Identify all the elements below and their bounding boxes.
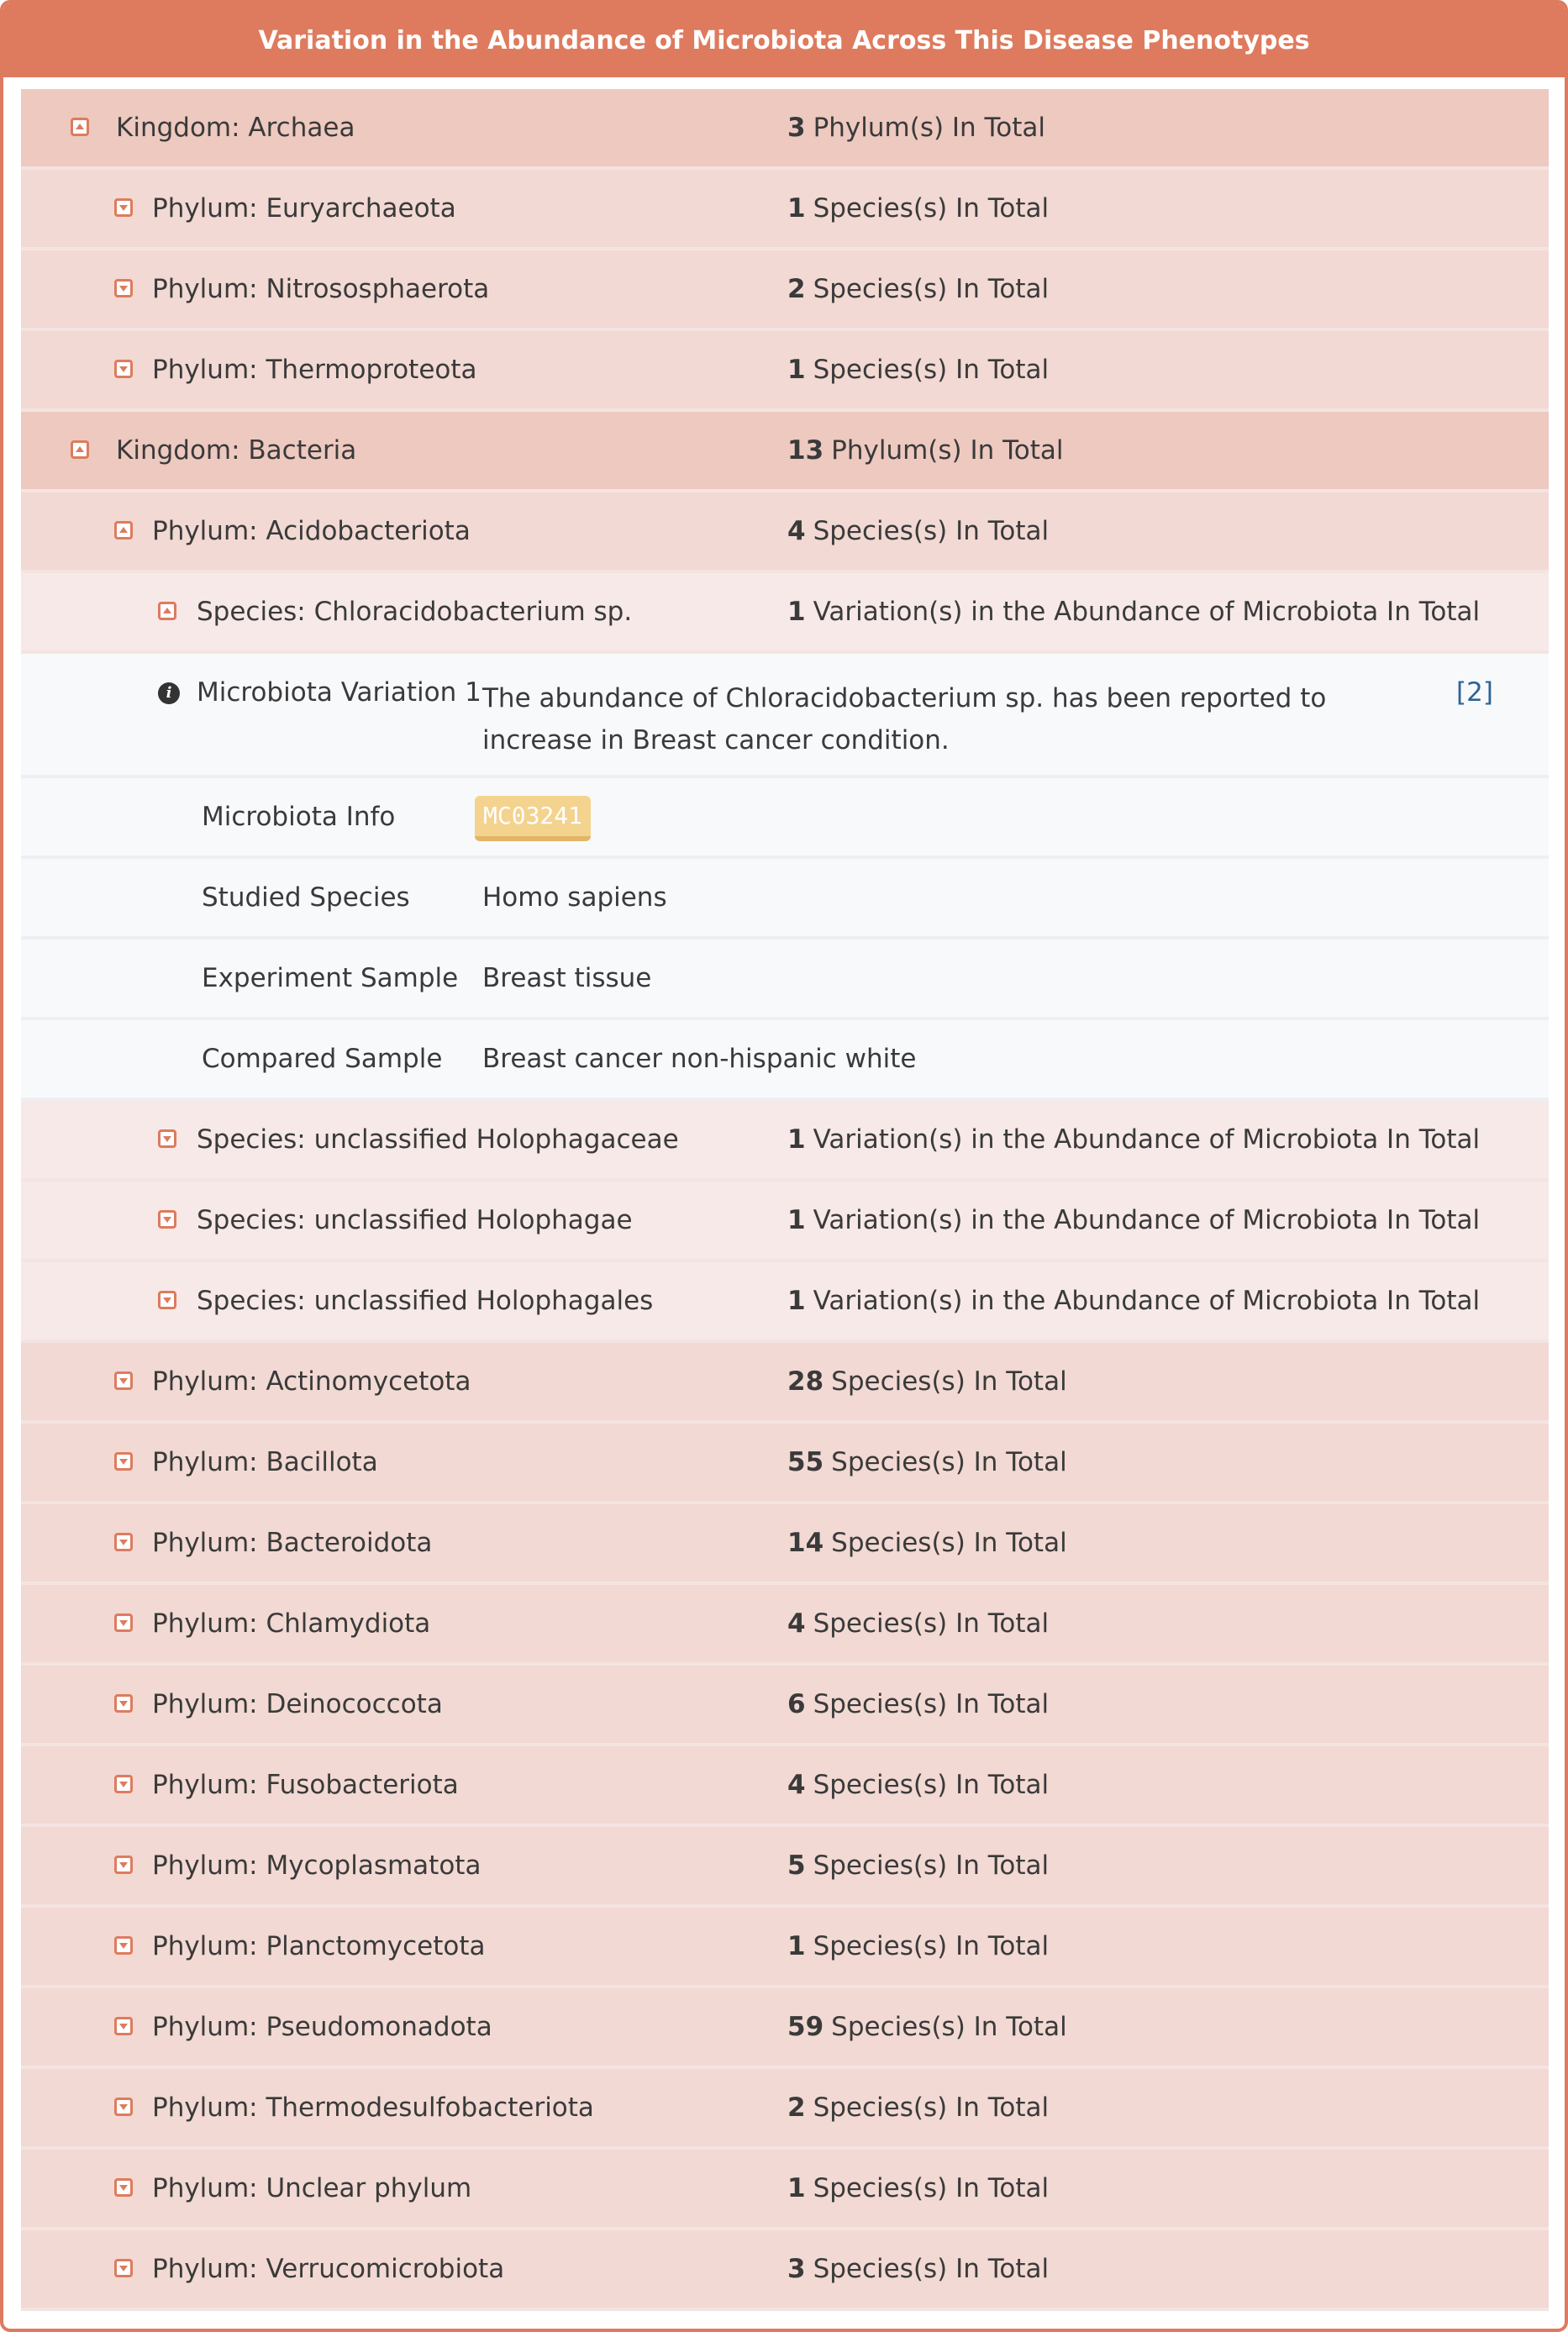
variation-description: The abundance of Chloracidobacterium sp. has been reported to increase in Breast cancer condition.	[482, 683, 1327, 755]
row-count: 4 Species(s) In Total	[787, 1770, 1050, 1800]
row-count: 6 Species(s) In Total	[787, 1689, 1050, 1719]
species-row-chloracidobacterium[interactable]	[21, 573, 1549, 654]
phylum-row-acidobacteriota[interactable]	[21, 492, 1549, 573]
phylum-row-mycoplasmatota[interactable]	[21, 1827, 1549, 1908]
row-count: 1 Species(s) In Total	[787, 1931, 1050, 1961]
row-label: Phylum: Fusobacteriota	[152, 1770, 459, 1800]
compared-sample-label: Compared Sample	[202, 1044, 443, 1074]
row-count: 4 Species(s) In Total	[787, 1608, 1050, 1639]
collapse-toggle-icon[interactable]	[158, 602, 176, 620]
phylum-row-fusobacteriota[interactable]	[21, 1746, 1549, 1827]
row-label: Phylum: Actinomycetota	[152, 1366, 471, 1397]
info-row-experiment-sample	[21, 940, 1549, 1020]
row-count: 5 Species(s) In Total	[787, 1850, 1050, 1881]
phylum-row-pseudomonadota[interactable]	[21, 1988, 1549, 2069]
expand-toggle-icon[interactable]	[114, 1452, 133, 1471]
row-count: 2 Species(s) In Total	[787, 274, 1050, 304]
collapse-toggle-icon[interactable]	[71, 440, 89, 459]
row-count: 1 Species(s) In Total	[787, 193, 1050, 224]
compared-sample-value: Breast cancer non-hispanic white	[482, 1044, 917, 1074]
species-row-holophagales[interactable]	[21, 1262, 1549, 1343]
phylum-row-unclear[interactable]	[21, 2150, 1549, 2230]
collapse-toggle-icon[interactable]	[71, 118, 89, 136]
variation-title: Microbiota Variation 1	[197, 677, 481, 708]
row-label: Phylum: Mycoplasmatota	[152, 1850, 481, 1881]
microbiota-id-badge[interactable]: MC03241	[475, 796, 591, 841]
species-row-holophagaceae[interactable]	[21, 1101, 1549, 1182]
row-label: Phylum: Acidobacteriota	[152, 516, 471, 546]
row-count: 1 Species(s) In Total	[787, 2173, 1050, 2203]
kingdom-row-bacteria[interactable]	[21, 412, 1549, 492]
row-label: Species: Chloracidobacterium sp.	[197, 597, 633, 627]
row-label: Phylum: Verrucomicrobiota	[152, 2254, 505, 2284]
kingdom-row-archaea[interactable]	[21, 89, 1549, 170]
row-count: 1 Species(s) In Total	[787, 355, 1050, 385]
row-label: Phylum: Unclear phylum	[152, 2173, 472, 2203]
row-count: 59 Species(s) In Total	[787, 2012, 1067, 2042]
row-label: Phylum: Planctomycetota	[152, 1931, 486, 1961]
expand-toggle-icon[interactable]	[114, 198, 133, 217]
phylum-row-thermodesulfobacteriota[interactable]	[21, 2069, 1549, 2150]
variation-row	[21, 654, 1549, 778]
phylum-row-actinomycetota[interactable]	[21, 1343, 1549, 1424]
microbiota-info-label: Microbiota Info	[202, 802, 396, 832]
collapse-toggle-icon[interactable]	[114, 521, 133, 540]
row-count: 1 Variation(s) in the Abundance of Microbiota In Total	[787, 597, 1481, 627]
row-count: 1 Variation(s) in the Abundance of Microbiota In Total	[787, 1286, 1481, 1316]
expand-toggle-icon[interactable]	[114, 2098, 133, 2116]
row-count: 55 Species(s) In Total	[787, 1447, 1067, 1477]
phylum-row-verrucomicrobiota[interactable]	[21, 2230, 1549, 2311]
panel-header	[3, 3, 1565, 77]
expand-toggle-icon[interactable]	[158, 1129, 176, 1148]
info-row-compared-sample	[21, 1020, 1549, 1101]
row-label: Phylum: Deinococcota	[152, 1689, 443, 1719]
phylum-row-bacteroidota[interactable]	[21, 1504, 1549, 1585]
expand-toggle-icon[interactable]	[114, 2259, 133, 2277]
expand-toggle-icon[interactable]	[114, 1371, 133, 1390]
row-count: 13 Phylum(s) In Total	[787, 435, 1064, 466]
row-count: 1 Variation(s) in the Abundance of Microbiota In Total	[787, 1205, 1481, 1235]
row-label: Phylum: Chlamydiota	[152, 1608, 431, 1639]
row-label: Phylum: Thermoproteota	[152, 355, 477, 385]
info-circle-icon: i	[158, 682, 180, 704]
studied-species-label: Studied Species	[202, 882, 410, 913]
row-label: Phylum: Bacteroidota	[152, 1528, 433, 1558]
experiment-sample-label: Experiment Sample	[202, 963, 459, 993]
expand-toggle-icon[interactable]	[114, 1936, 133, 1955]
phylum-row-planctomycetota[interactable]	[21, 1908, 1549, 1988]
info-row-studied-species	[21, 859, 1549, 940]
row-count: 1 Variation(s) in the Abundance of Microbiota In Total	[787, 1124, 1481, 1155]
row-count: 14 Species(s) In Total	[787, 1528, 1067, 1558]
expand-toggle-icon[interactable]	[114, 1694, 133, 1713]
row-count: 3 Phylum(s) In Total	[787, 113, 1045, 143]
row-count: 3 Species(s) In Total	[787, 2254, 1050, 2284]
panel-title: Variation in the Abundance of Microbiota Across This Disease Phenotypes	[258, 25, 1310, 55]
row-label: Phylum: Nitrososphaerota	[152, 274, 490, 304]
phylum-row-nitrososphaerota[interactable]	[21, 250, 1549, 331]
row-label: Kingdom: Archaea	[116, 113, 355, 143]
phylum-row-chlamydiota[interactable]	[21, 1585, 1549, 1666]
reference-link[interactable]: [2]	[1456, 677, 1493, 708]
expand-toggle-icon[interactable]	[114, 1775, 133, 1793]
expand-toggle-icon[interactable]	[114, 2178, 133, 2197]
row-label: Species: unclassified Holophagales	[197, 1286, 654, 1316]
expand-toggle-icon[interactable]	[158, 1210, 176, 1229]
row-label: Species: unclassified Holophagae	[197, 1205, 633, 1235]
expand-toggle-icon[interactable]	[158, 1291, 176, 1309]
row-count: 2 Species(s) In Total	[787, 2092, 1050, 2123]
expand-toggle-icon[interactable]	[114, 1856, 133, 1874]
species-row-holophagae[interactable]	[21, 1182, 1549, 1262]
row-label: Phylum: Euryarchaeota	[152, 193, 456, 224]
row-label: Phylum: Pseudomonadota	[152, 2012, 492, 2042]
phylum-row-euryarchaeota[interactable]	[21, 170, 1549, 250]
row-count: 28 Species(s) In Total	[787, 1366, 1067, 1397]
row-label: Species: unclassified Holophagaceae	[197, 1124, 679, 1155]
expand-toggle-icon[interactable]	[114, 2017, 133, 2035]
studied-species-value: Homo sapiens	[482, 882, 667, 913]
expand-toggle-icon[interactable]	[114, 279, 133, 297]
expand-toggle-icon[interactable]	[114, 1613, 133, 1632]
expand-toggle-icon[interactable]	[114, 360, 133, 378]
row-count: 4 Species(s) In Total	[787, 516, 1050, 546]
phylum-row-deinococcota[interactable]	[21, 1666, 1549, 1746]
row-label: Phylum: Thermodesulfobacteriota	[152, 2092, 594, 2123]
row-label: Phylum: Bacillota	[152, 1447, 378, 1477]
phylum-row-thermoproteota[interactable]	[21, 331, 1549, 412]
expand-toggle-icon[interactable]	[114, 1533, 133, 1551]
phylum-row-bacillota[interactable]	[21, 1424, 1549, 1504]
experiment-sample-value: Breast tissue	[482, 963, 652, 993]
row-label: Kingdom: Bacteria	[116, 435, 357, 466]
info-row-microbiota	[21, 778, 1549, 859]
